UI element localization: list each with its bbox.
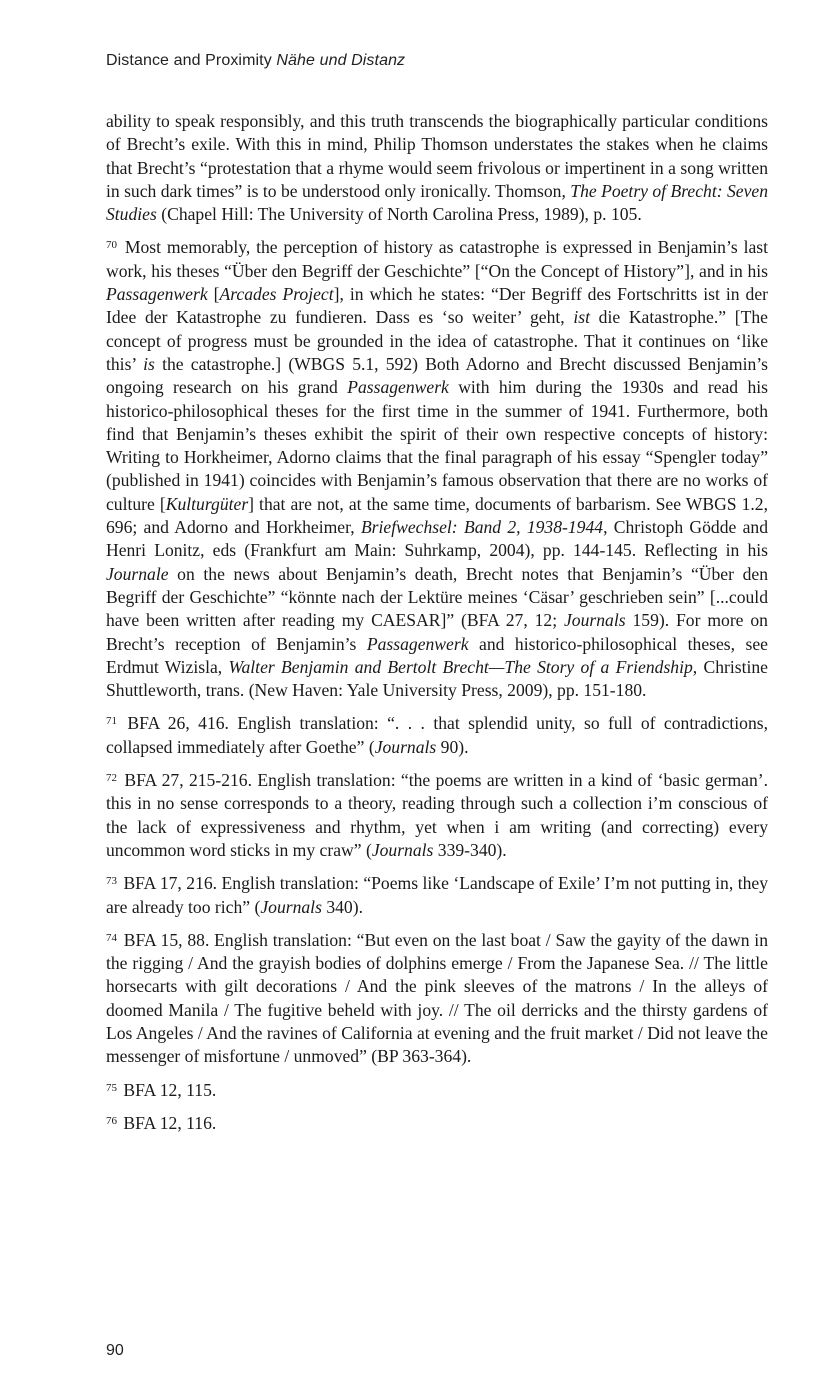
footnote-number: 71 <box>106 715 117 728</box>
footnote-number: 72 <box>106 772 117 785</box>
footnote-70: $^{70}$ Most memorably, the perception of history as catastrophe is expressed in Benjamin’s last work, his theses “Über den Begriff der Geschichte” [“On the Concept of History”], and in his Passagenwerk [Arcades Project], in which he states: “Der Begriff des Fortschritts ist in der Idee der Katastrophe zu fundieren. Dass es ‘so weiter’ geht, ist die Katastrophe.” [The concept of progress must be grounded in the idea of catastrophe. That it continues on ‘like this’ is the catastrophe.] (WBGS 5.1, 592) Both Adorno and Brecht discussed Benjamin’s ongoing research on his grand Passagenwerk with him during the 1930s and read his historico-philosophical theses for the first time in the summer of 1941. Furthermore, both find that Benjamin’s theses exhibit the spirit of their own respective concepts of history: Writing to Horkheimer, Adorno claims that the final paragraph of his essay “Spengler today” (published in 1941) coincides with Benjamin’s famous observation that there are no works of culture [Kulturgüter] that are not, at the same time, documents of barbarism. See WBGS 1.2, 696; and Adorno and Horkheimer, Briefwechsel: Band 2, 1938-1944, Christoph Gödde and Henri Lonitz, eds (Frankfurt am Main: Suhrkamp, 2004), pp. 144-145. Reflecting in his Journale on the news about Benjamin’s death, Brecht notes that Benjamin’s “Über den Begriff der Geschichte” “könnte nach der Lektüre meines ‘Cäsar’ geschrieben sein” [...could have been written after reading my CAESAR]” (BFA 27, 12; Journals 159). For more on Brecht’s reception of Benjamin’s Passagenwerk and historico-philosophical theses, see Erdmut Wizisla, Walter Benjamin and Bertolt Brecht—The Story of a Friendship, Christine Shuttleworth, trans. (New Haven: Yale University Press, 2009), pp. 151-180. <box>106 237 768 701</box>
footnote-number: 75 <box>106 1081 117 1094</box>
footnote-71: $^{71}$ BFA 26, 416. English translation: “. . . that splendid unity, so full of contradictions, collapsed immediately after Goethe” (Journals 90). <box>106 713 768 757</box>
footnote-76: $^{76}$ BFA 12, 116. <box>106 1112 217 1133</box>
footnote-number: 73 <box>106 875 117 888</box>
footnote-number: 70 <box>106 239 117 252</box>
page-number: 90 <box>106 1342 124 1359</box>
footnote-69-continuation: ability to speak responsibly, and this truth transcends the biographically particular conditions of Brecht’s exile. With this in mind, Philip Thomson understates the stakes when he claims that Brecht’s “protestation that a rhyme would seem frivolous or impertinent in a song written in such dark times” is to be understood only ironically. Thomson, The Poetry of Brecht: Seven Studies (Chapel Hill: The University of North Carolina Press, 1989), p. 105. <box>106 111 768 225</box>
running-header <box>106 52 405 70</box>
footnote-number: 74 <box>106 931 117 944</box>
footnote-74: $^{74}$ BFA 15, 88. English translation: “But even on the last boat / Saw the gayity of the dawn in the rigging / And the grayish bodies of dolphins emerge / From the Japanese Sea. // The little horsecarts with gilt decorations / And the pink sleeves of the matrons / In the alleys of doomed Manila / The fugitive beheld with joy. // The oil derricks and the thirsty gardens of Los Angeles / And the ravines of California at evening and the fruit market / Did not leave the messenger of misfortune / unmoved” (BP 363-364). <box>106 929 768 1067</box>
footnote-72: $^{72}$ BFA 27, 215-216. English translation: “the poems are written in a kind of ‘basic german’. this in no sense corresponds to a theory, reading through such a collection i’m conscious of the lack of expressiveness and rhythm, yet when i am writing (and correcting) every uncommon word sticks in my craw” (Journals 339-340). <box>106 770 768 860</box>
footnote-73: $^{73}$ BFA 17, 216. English translation: “Poems like ‘Landscape of Exile’ I’m not putting in, they are already too rich” (Journals 340). <box>106 873 768 917</box>
footnote-75: $^{75}$ BFA 12, 115. <box>106 1079 217 1100</box>
header-title-de: Nähe und Distanz <box>276 52 406 69</box>
header-title-en: Distance and Proximity <box>106 52 272 69</box>
footnotes-block <box>106 110 768 1145</box>
footnote-number: 76 <box>106 1114 117 1127</box>
